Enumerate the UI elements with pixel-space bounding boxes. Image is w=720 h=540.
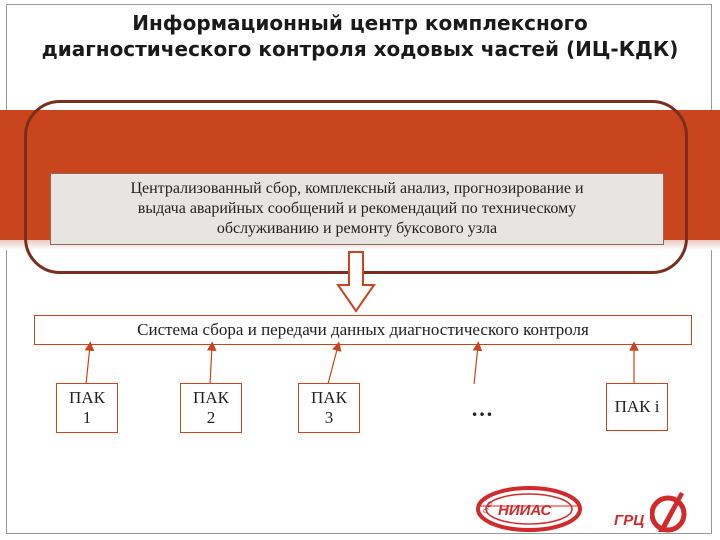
grts-logo — [610, 488, 690, 534]
central-function-line-3: обслуживанию и ремонту буксового узла — [216, 220, 498, 237]
pak-1-line-2: 1 — [82, 408, 92, 427]
pak-ellipsis: … — [471, 396, 493, 421]
slide-title — [20, 10, 700, 62]
pak-3-line-1: ПАК — [311, 388, 347, 407]
title-line-1: Информационный центр комплексного — [132, 11, 588, 35]
pak-2-line-1: ПАК — [193, 388, 229, 407]
pak-i-box — [606, 383, 668, 431]
pak-1-box — [56, 383, 118, 433]
pak-i-label: ПАК i — [614, 397, 660, 416]
connector-ellipsis — [474, 346, 478, 384]
pak-3-box — [298, 383, 360, 433]
niias-logo — [474, 484, 584, 534]
central-function-box — [50, 173, 664, 245]
connector-pak-3 — [328, 346, 338, 384]
pak-2-box — [180, 383, 242, 433]
pak-3-line-2: 3 — [324, 408, 334, 427]
connector-pak-2 — [210, 346, 212, 384]
pak-1-line-1: ПАК — [69, 388, 105, 407]
niias-logo-prefix: ОАО — [482, 500, 495, 515]
pak-connectors — [0, 340, 720, 385]
pak-2-line-2: 2 — [206, 408, 216, 427]
data-system-label: Система сбора и передачи данных диагностического контроля — [137, 320, 589, 339]
title-line-2: диагностического контроля ходовых частей (ИЦ-КДК) — [41, 37, 679, 61]
down-arrow-icon — [336, 251, 396, 313]
central-function-line-1: Централизованный сбор, комплексный анализ, прогнозирование и — [130, 180, 584, 197]
niias-logo-name: НИИАС — [498, 502, 552, 519]
central-function-line-2: выдача аварийных сообщений и рекомендаций по техническому — [137, 200, 577, 217]
grts-logo-name: ГРЦ — [614, 512, 645, 529]
connector-pak-1 — [86, 346, 90, 384]
